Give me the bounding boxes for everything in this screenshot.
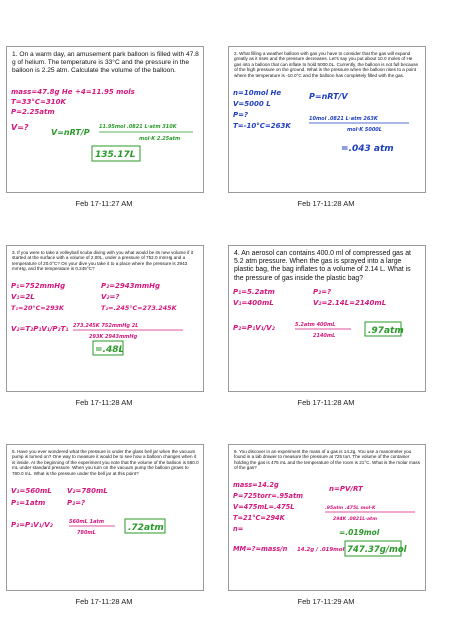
work-line: P₂=?: [67, 499, 86, 507]
work-line: T₁=20°C=293K: [11, 304, 64, 312]
handwritten-work: [7, 47, 203, 192]
work-line: V₂=780mL: [67, 487, 108, 495]
calculation: 780mL: [77, 530, 96, 536]
intermediate-result: =.019mol: [339, 528, 380, 537]
work-line: V=?: [11, 123, 29, 132]
calculation: 14.2g / .019mol: [297, 547, 345, 553]
answer: =.043 atm: [341, 144, 394, 154]
calculation: 2140mL: [313, 333, 336, 339]
problem-text: 6. You discover in an experiment the mass of a gas is 14.2g. You use a manometer you found in a lab drawer to measure the pressure at 725 torr. The volume of the container holding the gas is 475 mL and the temperature of the room is 21°C. What is the molar mass of the gas?: [234, 449, 421, 471]
work-line: P=725torr=.95atm: [233, 492, 303, 500]
work-line: V=475mL=.475L: [233, 503, 295, 511]
work-line: V₂=?: [101, 293, 120, 301]
work-line: V=5000 L: [233, 100, 271, 108]
work-line: n=: [233, 525, 244, 533]
work-line: P=?: [233, 111, 249, 119]
slide-3[interactable]: [6, 245, 204, 392]
work-line: mass=47.8g He ÷4=11.95 mols: [11, 88, 135, 96]
handwritten-work: [7, 445, 203, 590]
slide-5[interactable]: [6, 444, 204, 591]
equation: P₂=P₁V₁/V₂: [233, 324, 275, 332]
equation: P₂=P₁V₁/V₂: [11, 521, 53, 529]
problem-text: 2. What filling a weather balloon with gas you have to consider that the gas will expand greatly as it rises and the pressure decreases. Let's say you put about 10.0 moles of He gas into a balloon that can inflate to hold 5000.0L. Currently, the balloon is not full because of the high pressure on the ground. What is the pressure when the balloon rises to a point where the temperature is -10.0°C and the balloon has completely filled with the gas.: [234, 51, 419, 78]
work-line: V₁=400mL: [233, 299, 274, 307]
equation: V=nRT/P: [51, 128, 90, 137]
timestamp: Feb 17-11:28 AM: [297, 398, 355, 407]
timestamp: Feb 17-11:28 AM: [75, 597, 133, 606]
problem-text: 1. On a warm day, an amusement park balloon is filled with 47.8 g of helium. The temperature is 33°C and the pressure in the balloon is 2.25 atm. Calculate the volume of the balloon.: [12, 51, 199, 74]
work-line: P₁=752mmHg: [11, 282, 66, 290]
timestamp: Feb 17-11:28 AM: [75, 398, 133, 407]
calculation: 5.2atm 400mL: [295, 322, 336, 328]
problem-text: 5. Have you ever wondered what the pressure is under the glass bell jar when the vacuum pump is turned on? One way to measure it would be to see how a balloon changes when it is inside. At the beginning of the experiment you note that the volume of the balloon is 560.0 mL under standard pressure. When you turn on the vacuum pump the balloon grows to 780.0 mL. What is the pressure under the bell jar at this point?: [12, 449, 199, 476]
calculation: 11.95mol .0821 L·atm 310K: [99, 124, 177, 130]
work-line: T=33°C=310K: [11, 98, 66, 106]
answer: .72atm: [128, 523, 164, 533]
equation: n=PV/RT: [329, 485, 363, 493]
work-line: V₁=2L: [11, 293, 35, 301]
timestamp: Feb 17-11:27 AM: [75, 199, 133, 208]
answer: .97atm: [368, 326, 404, 336]
answer: 747.37g/mol: [347, 545, 407, 555]
equation: V₂=T₂P₁V₁/P₂T₁: [11, 325, 69, 333]
calculation: mol·K 5000L: [347, 127, 382, 133]
work-line: P=2.25atm: [11, 108, 55, 116]
work-line: n=10mol He: [233, 89, 282, 97]
work-line: MM=?=mass/n: [233, 545, 288, 553]
calculation: 560mL 1atm: [69, 519, 105, 525]
work-line: T=21°C=294K: [233, 514, 285, 522]
handwritten-work: [229, 47, 425, 192]
work-line: V₂=2.14L=2140mL: [313, 299, 387, 307]
calculation: 293K 2943mmHg: [89, 334, 138, 340]
slide-6[interactable]: [228, 444, 426, 591]
handwritten-work: [7, 246, 203, 391]
handwritten-work: [229, 246, 425, 391]
timestamp: Feb 17-11:29 AM: [297, 597, 355, 606]
work-line: V₁=560mL: [11, 487, 52, 495]
work-line: T=-10°C=263K: [233, 122, 291, 130]
work-line: P₂=2943mmHg: [101, 282, 161, 290]
problem-text: 3. If you were to take a volleyball scuba diving with you what would be its new volume if it started at the surface with a volume of 2.00L, under a pressure of 752.0 mmHg and a temperature of 20.0°C? On your dive you take it to a place where the pressure is 2943 mmHg, and the temperature is 0.245°C?: [12, 250, 194, 272]
handwritten-work: [229, 445, 425, 590]
work-line: P₁=1atm: [11, 499, 46, 507]
slide-2[interactable]: [228, 46, 426, 193]
calculation: 273.245K 752mmHg 2L: [73, 323, 139, 329]
work-line: mass=14.2g: [233, 481, 279, 489]
work-line: P₁=5.2atm: [233, 288, 275, 296]
calculation: 10mol .0821 L·atm 263K: [309, 116, 378, 122]
calculation: .95atm .475L mol·K: [325, 506, 376, 511]
equation: P=nRT/V: [309, 92, 348, 101]
slide-4[interactable]: [228, 245, 426, 392]
calculation: mol·K 2.25atm: [139, 136, 181, 142]
calculation: 294K .0821L·atm: [333, 517, 378, 522]
work-line: T₂=.245°C=273.245K: [101, 304, 177, 312]
slide-1[interactable]: [6, 46, 204, 193]
work-line: P₂=?: [313, 288, 332, 296]
timestamp: Feb 17-11:28 AM: [297, 199, 355, 208]
problem-text: 4. An aerosol can contains 400.0 ml of compressed gas at 5.2 atm pressure. When the gas is sprayed into a large plastic bag, the bag inflates to a volume of 2.14 L. What is the pressure of gas inside the plastic bag?: [234, 250, 411, 282]
answer: 135.17L: [95, 150, 136, 160]
answer: =.48L: [95, 345, 125, 355]
